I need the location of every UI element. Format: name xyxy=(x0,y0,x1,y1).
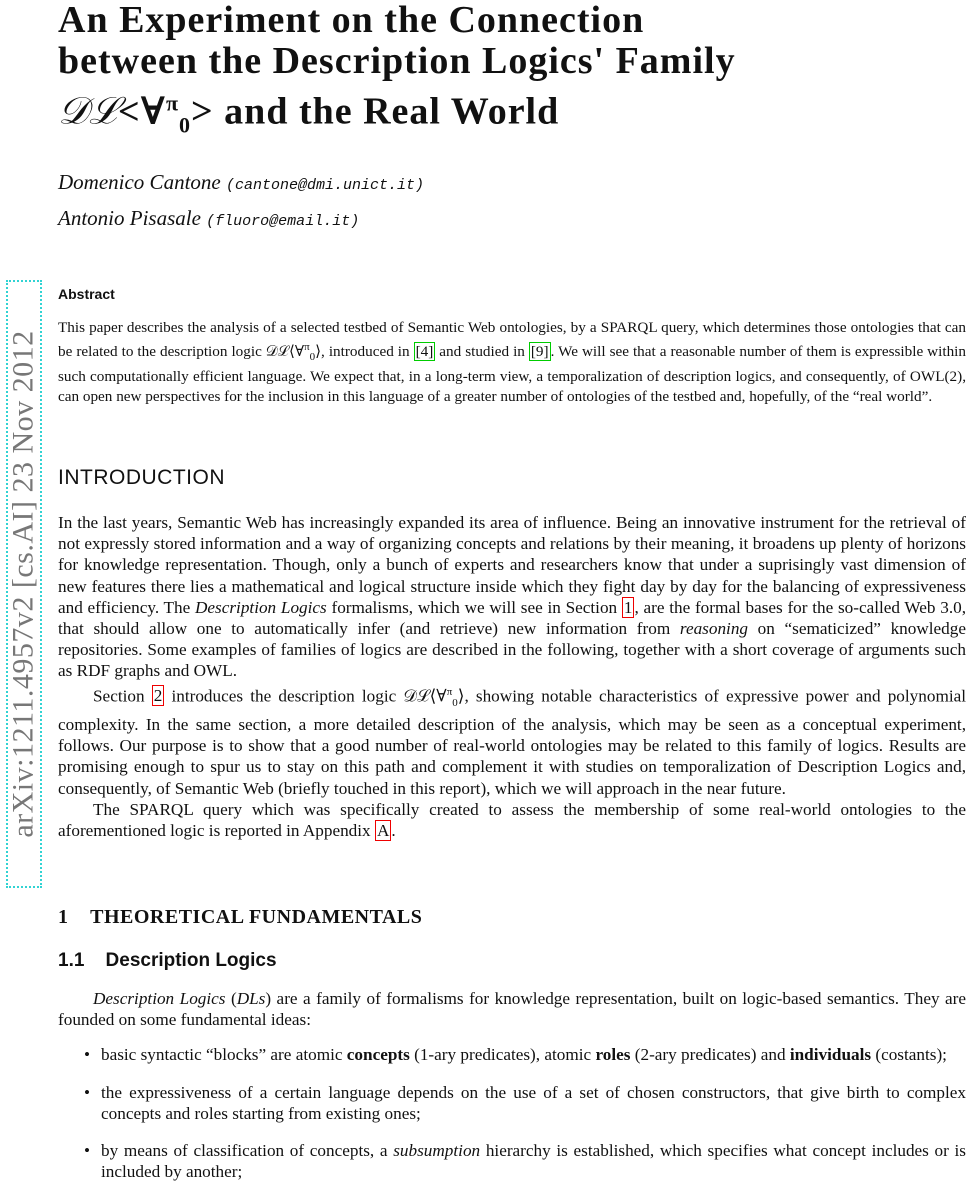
abstract-heading: Abstract xyxy=(58,286,115,302)
author-list xyxy=(58,166,424,238)
paper-title xyxy=(58,0,958,145)
abstract-text: This paper describes the analysis of a selected testbed of Semantic Web ontologies, by a SPARQL query, which determines those ontologies that can be related to the description logic 𝒟ℒ⟨∀$^\pi_0$⟩, introduced in [4] and studied in [9] . We will see that a reasonable number of them is expressible within such computationally efficient language. We expect that, in a long-term view, a temporalization of description logics, and consequently, of OWL(2), can open new perspectives for the inclusion in this language of a greater number of ontologies of the testbed and, hopefully, of the “real world”. xyxy=(58,319,966,405)
author-1-email[interactable]: (cantone@dmi.unict.it) xyxy=(225,177,425,194)
section-1-link[interactable]: 1 xyxy=(623,597,633,617)
citation-4[interactable]: [4] xyxy=(415,342,434,360)
list-item: • the expressiveness of a certain language depends on the use of a set of chosen constructors, that give birth to complex concepts and roles starting from existing ones; xyxy=(58,1082,966,1124)
intro-paragraph-1: In the last years, Semantic Web has increasingly expanded its area of influence. Being an innovative instrument for the retrieval of not expressly stored information and a way of organizing concepts and relations by their meaning, it broadens up plenty of horizons for knowledge representation. Though, only a bunch of experts and researchers know that under a suprisingly vast dimension of new features there lies a mathematical and logical structure inside which they fight day by day for the balancing of expressiveness and efficiency. The Description Logics formalisms, which we will see in Section 1 , are the formal bases for the so-called Web 3.0, that should allow one to automatically infer (and retrieve) new information from reasoning on “sematicized” knowledge repositories. Some examples of families of logics are described in the following, together with a short coverage of arguments such as RDF graphs and OWL. xyxy=(58,513,967,681)
fundamental-ideas-list xyxy=(58,1044,966,1182)
arxiv-stamp[interactable] xyxy=(6,280,42,888)
title-math: <∀$^\pi_0$ xyxy=(117,90,192,138)
title-line-2: between the Description Logics' Family xyxy=(58,40,736,82)
title-line-1: An Experiment on the Connection xyxy=(58,0,645,41)
description-logics-body xyxy=(58,988,966,1198)
title-line-3-rest: > and the Real World xyxy=(191,90,560,133)
arxiv-stamp-text: arXiv:1211.4957v2 [cs.AI] 23 Nov 2012 xyxy=(7,330,41,838)
section-1-heading: 1 THEORETICAL FUNDAMENTALS xyxy=(58,906,423,928)
dl-paragraph: Description Logics (DLs) are a family of formalisms for knowledge representation, built on logic-based semantics. They are founded on some fundamental ideas: xyxy=(58,989,966,1030)
title-dl-symbol: 𝒟ℒ xyxy=(58,88,118,133)
intro-paragraph-2: Section 2 introduces the description logic 𝒟ℒ⟨∀$^\pi_0$⟩, showing notable characteristics of expressive power and polynomial complexity. In the same section, a more detailed description of the analysis, which may be seen as a conceptual experiment, follows. Our purpose is to show that a good number of real-world ontologies may be related to this family of logics. Results are promising enough to spur us to stay on this path and complement it with studies on temporalization of Description Logics and, consequently, of Semantic Web (briefly touched in this report), which we will approach in the near future. xyxy=(58,685,967,798)
section-1-1-heading: 1.1 Description Logics xyxy=(58,950,277,971)
author-1: Domenico Cantone (cantone@dmi.unict.it) xyxy=(58,170,425,194)
list-item: • basic syntactic “blocks” are atomic concepts (1-ary predicates), atomic roles (2-ary predicates) and individuals (costants); xyxy=(58,1044,966,1065)
appendix-a-link[interactable]: A xyxy=(376,821,390,841)
citation-9[interactable]: [9] xyxy=(530,342,549,360)
list-item: • by means of classification of concepts, a subsumption hierarchy is established, which specifies what concept includes or is included by another; xyxy=(58,1140,966,1182)
intro-body xyxy=(58,512,966,841)
intro-heading: INTRODUCTION xyxy=(58,466,225,489)
author-2: Antonio Pisasale (fluoro@email.it) xyxy=(58,206,360,230)
author-2-email[interactable]: (fluoro@email.it) xyxy=(206,213,360,230)
title-line-3 xyxy=(58,82,958,145)
intro-paragraph-3: The SPARQL query which was specifically created to assess the membership of some real-world ontologies to the aforementioned logic is reported in Appendix A . xyxy=(58,799,966,841)
section-2-link[interactable]: 2 xyxy=(153,686,163,706)
